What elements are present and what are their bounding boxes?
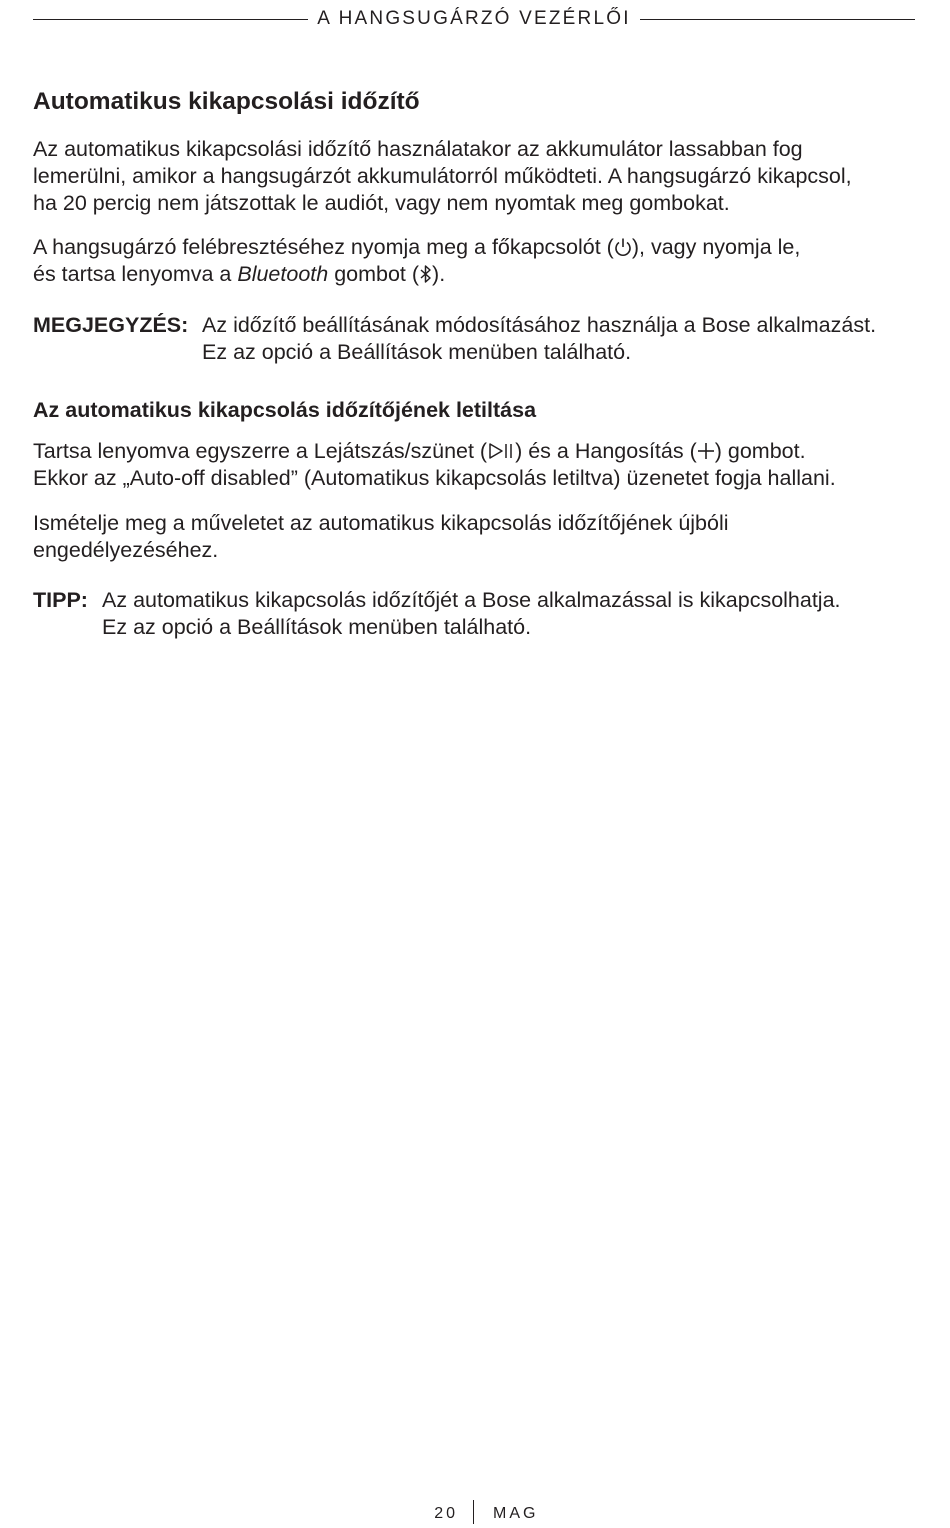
text-segment: ) és a Hangosítás ( bbox=[515, 439, 697, 463]
text-segment: A hangsugárzó felébresztéséhez nyomja meg a főkapcsolót ( bbox=[33, 235, 614, 259]
note-label: MEGJEGYZÉS: bbox=[33, 313, 189, 337]
text-segment: gombot ( bbox=[328, 262, 420, 286]
paragraph-line: Ismételje meg a műveletet az automatikus kikapcsolás időzítőjének újbóli bbox=[33, 511, 729, 535]
text-segment: és tartsa lenyomva a bbox=[33, 262, 238, 286]
page-footer bbox=[0, 1500, 950, 1528]
section-heading-disable-timer: Az automatikus kikapcsolás időzítőjének letiltása bbox=[33, 398, 537, 422]
paragraph-wake-up bbox=[33, 234, 923, 288]
section-heading-auto-off-timer: Automatikus kikapcsolási időzítő bbox=[33, 88, 420, 115]
tip-text bbox=[102, 587, 841, 641]
text-segment: ), vagy nyomja le, bbox=[631, 235, 801, 259]
paragraph-auto-off-description bbox=[33, 136, 923, 217]
paragraph-line: Ekkor az „Auto-off disabled” (Automatikus kikapcsolás letiltva) üzenetet fogja hallani. bbox=[33, 466, 836, 490]
tip-label: TIPP: bbox=[33, 588, 88, 612]
header-rule-right bbox=[640, 19, 915, 20]
footer-language: MAG bbox=[493, 1505, 539, 1522]
tip-bose-app bbox=[33, 587, 923, 641]
paragraph-line bbox=[33, 438, 923, 465]
paragraph-line bbox=[33, 234, 923, 261]
tip-line: Az automatikus kikapcsolás időzítőjét a Bose alkalmazással is kikapcsolhatja. bbox=[102, 588, 841, 612]
text-segment: ). bbox=[432, 262, 446, 286]
paragraph-line: Az automatikus kikapcsolási időzítő használatakor az akkumulátor lassabban fog bbox=[33, 137, 803, 161]
note-line: Az időzítő beállításának módosításához használja a Bose alkalmazást. bbox=[202, 313, 877, 337]
note-timer-setting bbox=[33, 312, 923, 366]
page-number: 20 bbox=[434, 1505, 458, 1522]
power-icon bbox=[614, 237, 632, 257]
paragraph-line: ha 20 percig nem játszottak le audiót, vagy nem nyomtak meg gombokat. bbox=[33, 191, 730, 215]
bluetooth-term: Bluetooth bbox=[237, 262, 329, 286]
paragraph-re-enable bbox=[33, 510, 923, 564]
header-rule-left bbox=[33, 19, 308, 20]
paragraph-disable-instructions bbox=[33, 438, 923, 492]
play-pause-icon bbox=[487, 441, 515, 461]
header-title: A HANGSUGÁRZÓ VEZÉRLŐI bbox=[317, 8, 631, 29]
paragraph-line: engedélyezéséhez. bbox=[33, 538, 219, 562]
paragraph-line: lemerülni, amikor a hangsugárzót akkumulátorról működteti. A hangsugárzó kikapcsol, bbox=[33, 164, 852, 188]
text-segment: ) gombot. bbox=[714, 439, 806, 463]
page-header bbox=[33, 6, 915, 32]
note-text bbox=[202, 312, 876, 366]
note-line: Ez az opció a Beállítások menüben található. bbox=[202, 340, 632, 364]
volume-up-icon bbox=[697, 441, 715, 461]
footer-divider bbox=[473, 1500, 474, 1524]
text-segment: Tartsa lenyomva egyszerre a Lejátszás/szünet ( bbox=[33, 439, 488, 463]
bluetooth-icon bbox=[419, 264, 432, 284]
paragraph-line bbox=[33, 261, 923, 288]
tip-line: Ez az opció a Beállítások menüben található. bbox=[102, 615, 532, 639]
